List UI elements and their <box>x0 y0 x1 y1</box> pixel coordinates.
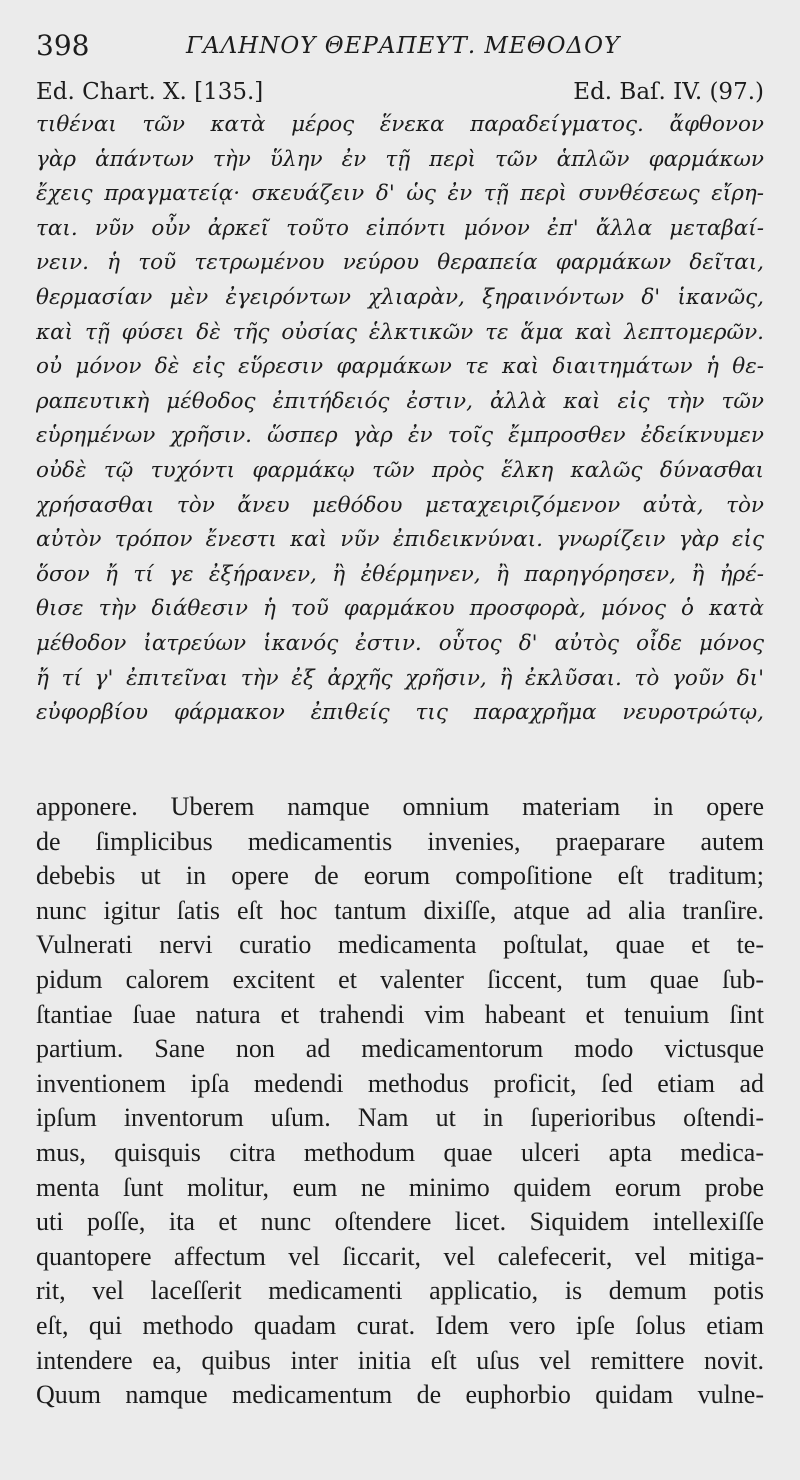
greek-line: ται. νῦν οὖν ἀρκεῖ τοῦτο εἰπόντι μόνον ἐπ' ἄλλα μεταβαί- <box>36 215 764 241</box>
greek-line: ραπευτικὴ μέθοδος ἐπιτήδειός ἐστιν, ἀλλὰ καὶ εἰς τὴν τῶν <box>36 388 764 414</box>
latin-line: rit, vel laceſſerit medicamenti applicatio, is demum potis <box>36 1276 764 1306</box>
latin-line: debebis ut in opere de eorum compoſitione eſt traditum; <box>36 861 764 891</box>
latin-line: partium. Sane non ad medicamentorum modo victusque <box>36 1034 764 1064</box>
greek-line: νειν. ἡ τοῦ τετρωμένου νεύρου θεραπεία φαρμάκων δεῖται, <box>36 250 764 276</box>
latin-line: de ſimplicibus medicamentis invenies, praeparare autem <box>36 826 764 856</box>
latin-line: nunc igitur ſatis eſt hoc tantum dixiſſe, atque ad alia tranſire. <box>36 895 764 925</box>
greek-line: καὶ τῇ φύσει δὲ τῆς οὐσίας ἑλκτικῶν τε ἅμα καὶ λεπτομερῶν. <box>36 319 764 345</box>
greek-line: θισε τὴν διάθεσιν ἡ τοῦ φαρμάκου προσφορὰ, μόνος ὁ κατὰ <box>36 596 764 622</box>
page-number: 398 <box>36 29 90 62</box>
running-title: ΓΑΛΗΝΟΥ ΘΕΡΑΠΕΥΤ. ΜΕΘΟΔΟΥ <box>186 33 621 59</box>
latin-line: mus, quisquis citra methodum quae ulceri apta medica- <box>36 1137 764 1167</box>
greek-line: ἔχεις πραγματείᾳ· σκευάζειν δ' ὡς ἐν τῇ περὶ συνθέσεως εἴρη- <box>36 181 764 207</box>
greek-line: αὐτὸν τρόπον ἔνεστι καὶ νῦν ἐπιδεικνύναι. γνωρίζειν γὰρ εἰς <box>36 527 764 553</box>
latin-line: eſt, qui methodo quadam curat. Idem vero ipſe ſolus etiam <box>36 1310 764 1340</box>
latin-line: quantopere affectum vel ſiccarit, vel calefecerit, vel mitiga- <box>36 1241 764 1271</box>
latin-line: apponere. Uberem namque omnium materiam in opere <box>36 792 764 821</box>
greek-line: θερμασίαν μὲν ἐγειρόντων χλιαρὰν, ξηραινόντων δ' ἱκανῶς, <box>36 284 764 310</box>
greek-line: οὐ μόνον δὲ εἰς εὕρεσιν φαρμάκων τε καὶ διαιτημάτων ἡ θε- <box>36 354 764 380</box>
greek-line: χρήσασθαι τὸν ἄνευ μεθόδου μεταχειριζόμενον αὐτὰ, τὸν <box>36 492 764 518</box>
latin-line: pidum calorem excitent et valenter ſiccent, tum quae ſub- <box>36 964 764 994</box>
greek-line: μέθοδον ἰατρεύων ἱκανός ἐστιν. οὗτος δ' αὐτὸς οἶδε μόνος <box>36 630 764 656</box>
edition-reference-left: Ed. Chart. X. [135.] <box>36 79 264 105</box>
latin-text-block <box>36 790 764 1413</box>
latin-line: ipſum inventorum uſum. Nam ut in ſuperioribus oſtendi- <box>36 1103 764 1133</box>
latin-line: inventionem ipſa medendi methodus proficit, ſed etiam ad <box>36 1068 764 1098</box>
latin-line: uti poſſe, ita et nunc oſtendere licet. Siquidem intellexiſſe <box>36 1207 764 1237</box>
greek-line: εὐφορβίου φάρμακον ἐπιθείς τις παραχρῆμα νευροτρώτῳ, <box>36 700 764 726</box>
greek-line: τιθέναι τῶν κατὰ μέρος ἕνεκα παραδείγματος. ἄφθονον <box>36 112 764 137</box>
greek-line: οὐδὲ τῷ τυχόντι φαρμάκῳ τῶν πρὸς ἕλκη καλῶς δύνασθαι <box>36 457 764 483</box>
latin-line: Vulnerati nervi curatio medicamenta poſtulat, quae et te- <box>36 930 764 960</box>
latin-line: menta ſunt molitur, eum ne minimo quidem eorum probe <box>36 1172 764 1202</box>
greek-text-block <box>36 108 764 731</box>
greek-line: γὰρ ἁπάντων τὴν ὕλην ἐν τῇ περὶ τῶν ἁπλῶν φαρμάκων <box>36 146 764 172</box>
edition-reference-right: Ed. Baſ. IV. (97.) <box>573 79 764 105</box>
latin-line: intendere ea, quibus inter initia eſt uſus vel remittere novit. <box>36 1345 764 1375</box>
greek-line: εὑρημένων χρῆσιν. ὥσπερ γὰρ ἐν τοῖς ἔμπροσθεν ἐδείκνυμεν <box>36 423 764 449</box>
edition-references <box>36 76 764 108</box>
page-header <box>36 28 764 64</box>
latin-line: ſtantiae ſuae natura et trahendi vim habeant et tenuium ſint <box>36 999 764 1029</box>
latin-line: Quum namque medicamentum de euphorbio quidam vulne- <box>36 1380 764 1410</box>
greek-line: ὅσον ἤ τί γε ἐξήρανεν, ἢ ἐθέρμηνεν, ἢ παρηγόρησεν, ἢ ἠρέ- <box>36 561 764 587</box>
greek-line: ἤ τί γ' ἐπιτεῖναι τὴν ἐξ ἀρχῆς χρῆσιν, ἢ ἐκλῦσαι. τὸ γοῦν δι' <box>36 665 764 691</box>
